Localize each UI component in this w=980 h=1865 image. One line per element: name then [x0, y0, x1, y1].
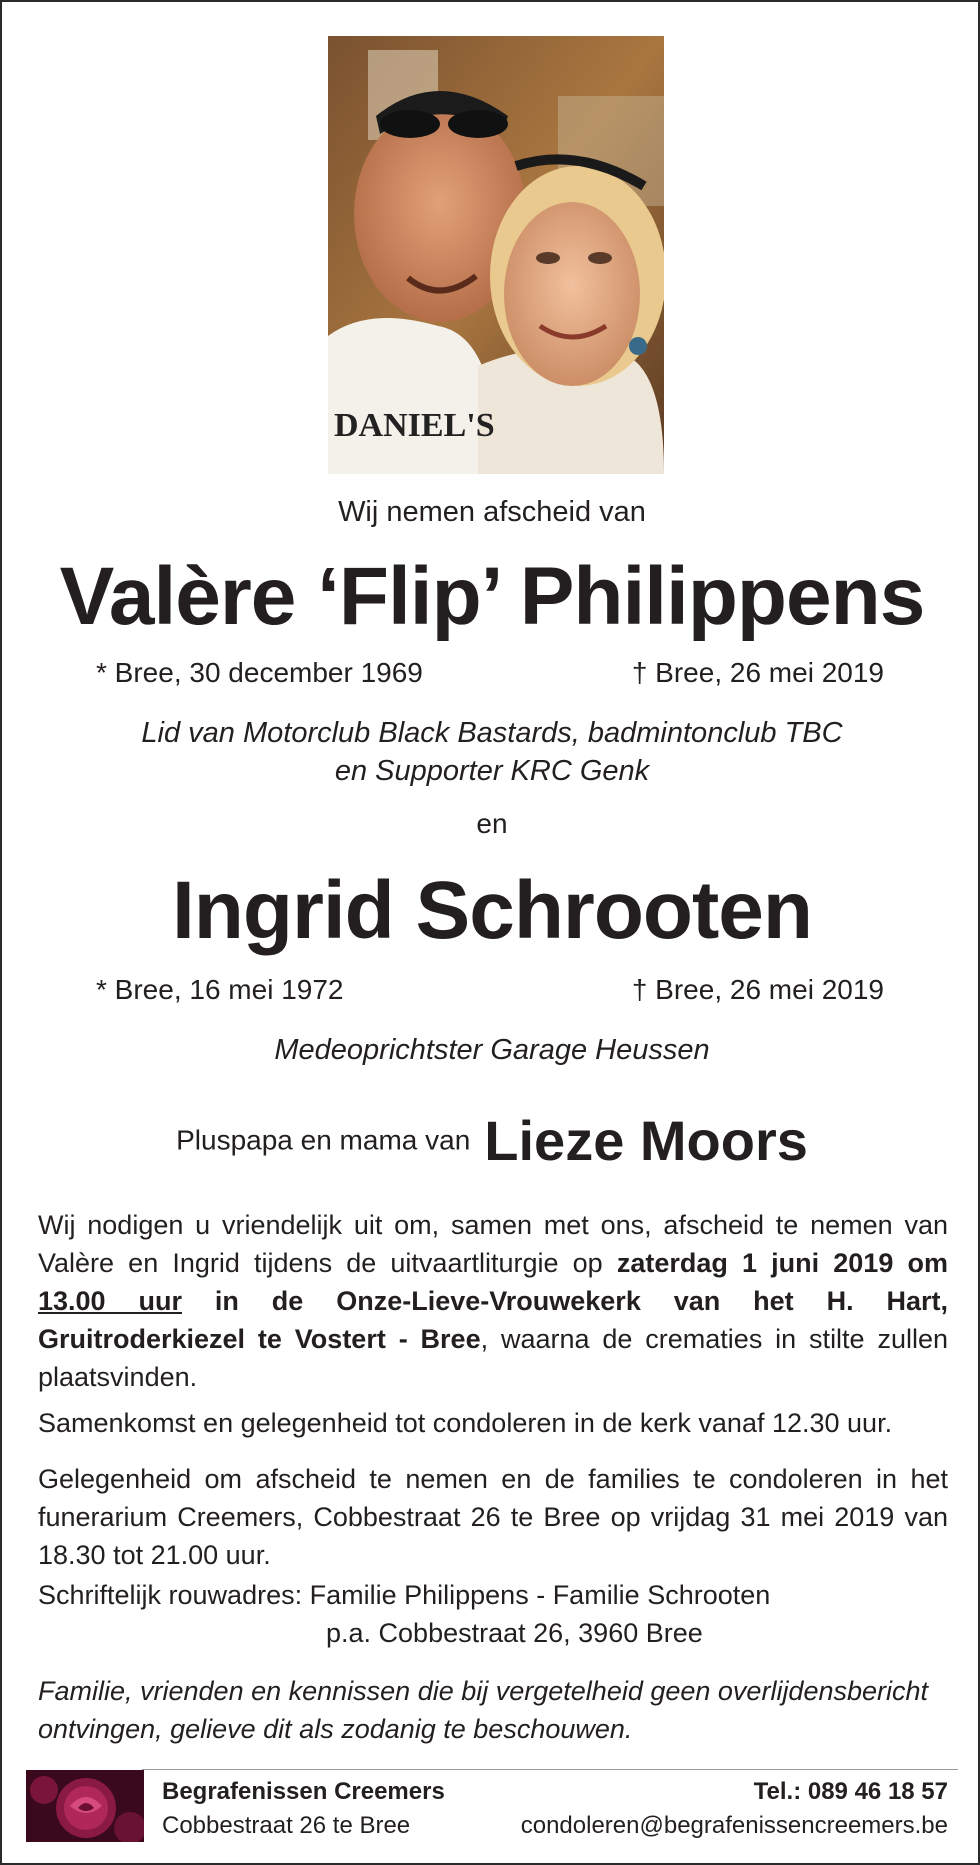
person2-description: Medeoprichtster Garage Heussen: [274, 1034, 710, 1066]
funeral-home-phone[interactable]: Tel.: 089 46 18 57: [753, 1778, 948, 1805]
intro-text: Wij nemen afscheid van: [338, 496, 646, 528]
invitation-place: in de Onze-Lieve-Vrouwekerk van het H. Hart, Gruitroderkiezel te Vostert - Bree: [38, 1286, 948, 1354]
invitation-date: zaterdag 1 juni 2019 om: [616, 1248, 948, 1278]
person2-death: † Bree, 26 mei 2019: [631, 974, 884, 1005]
person1-description-line1: Lid van Motorclub Black Bastards, badmintonclub TBC: [141, 717, 843, 749]
person1-death: † Bree, 26 mei 2019: [631, 657, 884, 688]
conjunction-text: en: [476, 808, 508, 839]
child-name: Lieze Moors: [484, 1109, 808, 1172]
person2-name: Ingrid Schrooten: [172, 865, 812, 956]
footer-divider: [142, 1769, 958, 1770]
funeral-home-address: Cobbestraat 26 te Bree: [162, 1812, 411, 1839]
gathering-paragraph: Samenkomst en gelegenheid tot condoleren in de kerk vanaf 12.30 uur.: [38, 1408, 893, 1438]
svg-text:DANIEL'S: DANIEL'S: [334, 407, 495, 444]
invitation-paragraph: [38, 1206, 948, 1396]
invitation-end: , waarna de crematies in stilte zullen plaatsvinden.: [38, 1324, 948, 1392]
invitation-time: 13.00 uur: [38, 1286, 182, 1316]
person1-birth: * Bree, 30 december 1969: [96, 657, 423, 688]
person1-description: [2, 714, 980, 790]
rose-image: [26, 1770, 144, 1842]
child-line: [2, 1108, 980, 1173]
person2-birth: * Bree, 16 mei 1972: [96, 974, 344, 1005]
person1-name: Valère ‘Flip’ Philippens: [59, 551, 925, 642]
child-label: Pluspapa en mama van: [176, 1124, 471, 1156]
funeral-home-name: Begrafenissen Creemers: [162, 1778, 445, 1805]
person1-description-line2: en Supporter KRC Genk: [334, 755, 650, 787]
funerarium-paragraph: Gelegenheid om afscheid te nemen en de families te condoleren in het funerarium Creemers, Cobbestraat 26 te Bree op vrijdag 31 mei 2019 van 18.30 tot 21.00 uur.: [38, 1464, 948, 1570]
couple-photo: [328, 36, 664, 474]
invitation-intro: Wij nodigen u vriendelijk uit om, samen met ons, afscheid te nemen van Valère en Ingrid tijdens de uitvaartliturgie op: [38, 1210, 948, 1278]
closing-note: Familie, vrienden en kennissen die bij vergetelheid geen overlijdensbericht ontvingen, gelieve dit als zodanig te beschouwen.: [38, 1676, 929, 1744]
mourning-address-label: Schriftelijk rouwadres: Familie Philippens - Familie Schrooten: [38, 1580, 771, 1610]
mourning-address: p.a. Cobbestraat 26, 3960 Bree: [326, 1618, 703, 1648]
funeral-home-email[interactable]: condoleren@begrafenissencreemers.be: [520, 1812, 948, 1839]
